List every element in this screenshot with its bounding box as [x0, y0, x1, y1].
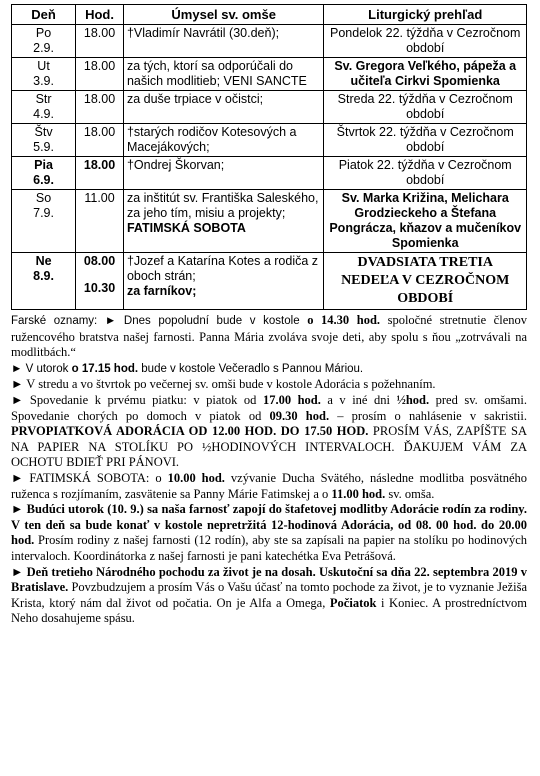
- header-hour: Hod.: [76, 5, 124, 25]
- day-cell: [12, 253, 76, 310]
- table-header-row: [12, 5, 527, 25]
- day-name: Štv: [34, 125, 53, 139]
- header-day: Deň: [12, 5, 76, 25]
- announcement-family-adoration: ► Budúci utorok (10. 9.) sa naša farnosť zapojí do štafetovej modlitby Adorácie rodín za rodiny. V ten deň sa bude konať v kostole nepretržitá 12-hodinová Adorácia, od 08. 00 hod. do 20.00 hod. Prosím rodiny z našej farnosti (12 rodín), aby ste sa zapísali na papier na stolíku po hodinových intervaloch. Koordinátorka z našej farnosti je pani katechétka Eva Petrášová.: [11, 502, 527, 563]
- parish-announcements: [11, 313, 527, 627]
- intention-parishioners: za farníkov;: [126, 284, 197, 298]
- table-row: [12, 25, 527, 58]
- intention-cell: za duše trpiace v očistci;: [123, 91, 324, 124]
- day-date: 5.9.: [33, 140, 54, 154]
- time-cell: 11.00: [76, 190, 124, 253]
- day-name: Po: [35, 26, 52, 40]
- intention-cell: †Vladimír Navrátil (30.deň);: [123, 25, 324, 58]
- announcement-confession: ► Spovedanie k prvému piatku: v piatok od 17.00 hod. a v iné dni ½hod. pred sv. omšami. Spovedanie chorých po domoch v piatok od 09.30 hod. – prosím o nahlásenie v sakristii. PRVOPIATKOVÁ ADORÁCIA OD 12.00 HOD. DO 17.50 HOD. PROSÍM VÁS, ZAPÍŠTE SA NA PAPIER NA STOLÍKU PO ½HODINOVÝCH INTERVALOCH. ĎAKUJEM VÁM ZA OCHOTU BDIEŤ PRI PÁNOVI.: [11, 392, 528, 470]
- time-cell: [76, 253, 124, 310]
- day-date: 2.9.: [33, 41, 54, 55]
- day-name: Str: [35, 92, 52, 106]
- time-cell: 18.00: [76, 124, 124, 157]
- day-cell: [12, 190, 76, 253]
- day-name: Ne: [35, 254, 52, 268]
- time-cell: 18.00: [76, 91, 124, 124]
- day-date: 7.9.: [33, 206, 54, 220]
- bulletin-page: [11, 4, 527, 627]
- time-cell: 18.00: [76, 157, 124, 190]
- time-cell: 18.00: [76, 58, 124, 91]
- day-date: 8.9.: [33, 269, 54, 283]
- intention-cell: †Ondrej Škorvan;: [123, 157, 324, 190]
- day-name: Pia: [34, 158, 53, 172]
- intention-cell: za tých, ktorí sa odporúčali do našich modlitieb; VENI SANCTE: [123, 58, 324, 91]
- day-name: So: [35, 191, 52, 205]
- table-row: [12, 253, 527, 310]
- liturgy-cell: Piatok 22. týždňa v Cezročnom období: [324, 157, 527, 190]
- time-second: 10.30: [83, 281, 116, 295]
- intention-cell: [123, 190, 324, 253]
- mass-schedule-table: [11, 4, 527, 310]
- announcement-march-for-life: ► Deň tretieho Národného pochodu za život je na dosah. Uskutoční sa dňa 22. septembra 2019 v Bratislave. Povzbudzujem a prosím Vás o Vašu účasť na tomto pochode za život, je to vyznanie Ježiša Krista, ktorý nám dal život od počatia. On je Alfa a Omega, Počiatok i Koniec. A prostredníctvom Neho dosahujeme spásu.: [11, 564, 527, 626]
- day-date: 6.9.: [33, 173, 54, 187]
- liturgy-cell: Štvrtok 22. týždňa v Cezročnom období: [324, 124, 527, 157]
- intention-text: †Jozef a Katarína Kotes a rodiča z oboch strán;: [126, 254, 319, 283]
- day-cell: [12, 91, 76, 124]
- intention-text: za inštitút sv. Františka Saleského, za jeho tím, misiu a projekty;: [126, 191, 319, 220]
- table-row: [12, 91, 527, 124]
- announcement-rosary: Farské oznamy: ► Dnes popoludní bude v kostole o 14.30 hod. spoločné stretnutie členov ružencového bratstva našej farnosti. Panna Mária zvoláva svoje deti, aby spolu s ňou „zotrvávali na modlitbách.“: [11, 313, 528, 360]
- announcement-cenacle: ► V utorok o 17.15 hod. bude v kostole Večeradlo s Pannou Máriou.: [11, 362, 364, 375]
- liturgy-cell: Streda 22. týždňa v Cezročnom období: [324, 91, 527, 124]
- announcement-adoration: ► V stredu a vo štvrtok po večernej sv. omši bude v kostole Adorácia s požehnaním.: [11, 377, 436, 392]
- liturgy-cell: Pondelok 22. týždňa v Cezročnom období: [324, 25, 527, 58]
- announcement-fatima: ► FATIMSKÁ SOBOTA: o 10.00 hod. vzývanie Ducha Svätého, následne modlitba posvätného ruženca s rozjímaním, zasvätenie sa Panny Márie Fatimskej a o 11.00 hod. sv. omša.: [11, 470, 527, 501]
- intention-cell: [123, 253, 324, 310]
- time-cell: 18.00: [76, 25, 124, 58]
- table-row: [12, 190, 527, 253]
- header-intention: Úmysel sv. omše: [123, 5, 324, 25]
- liturgy-cell: DVADSIATA TRETIA NEDEĽA V CEZROČNOM OBDOBÍ: [324, 253, 527, 310]
- table-row: [12, 124, 527, 157]
- day-cell: [12, 157, 76, 190]
- day-date: 3.9.: [33, 74, 54, 88]
- day-date: 4.9.: [33, 107, 54, 121]
- fatima-saturday-label: FATIMSKÁ SOBOTA: [126, 221, 246, 235]
- day-cell: [12, 58, 76, 91]
- time-first: 08.00: [83, 254, 116, 268]
- liturgy-cell: Sv. Marka Križina, Melichara Grodzieckeho a Štefana Pongrácza, kňazov a mučeníkov Spomienka: [324, 190, 527, 253]
- liturgy-cell: Sv. Gregora Veľkého, pápeža a učiteľa Cirkvi Spomienka: [324, 58, 527, 91]
- table-row: [12, 157, 527, 190]
- day-cell: [12, 124, 76, 157]
- header-liturgy: Liturgický prehľad: [324, 5, 527, 25]
- table-row: [12, 58, 527, 91]
- day-name: Ut: [37, 59, 50, 73]
- day-cell: [12, 25, 76, 58]
- intention-cell: †starých rodičov Kotesových a Macejákových;: [123, 124, 324, 157]
